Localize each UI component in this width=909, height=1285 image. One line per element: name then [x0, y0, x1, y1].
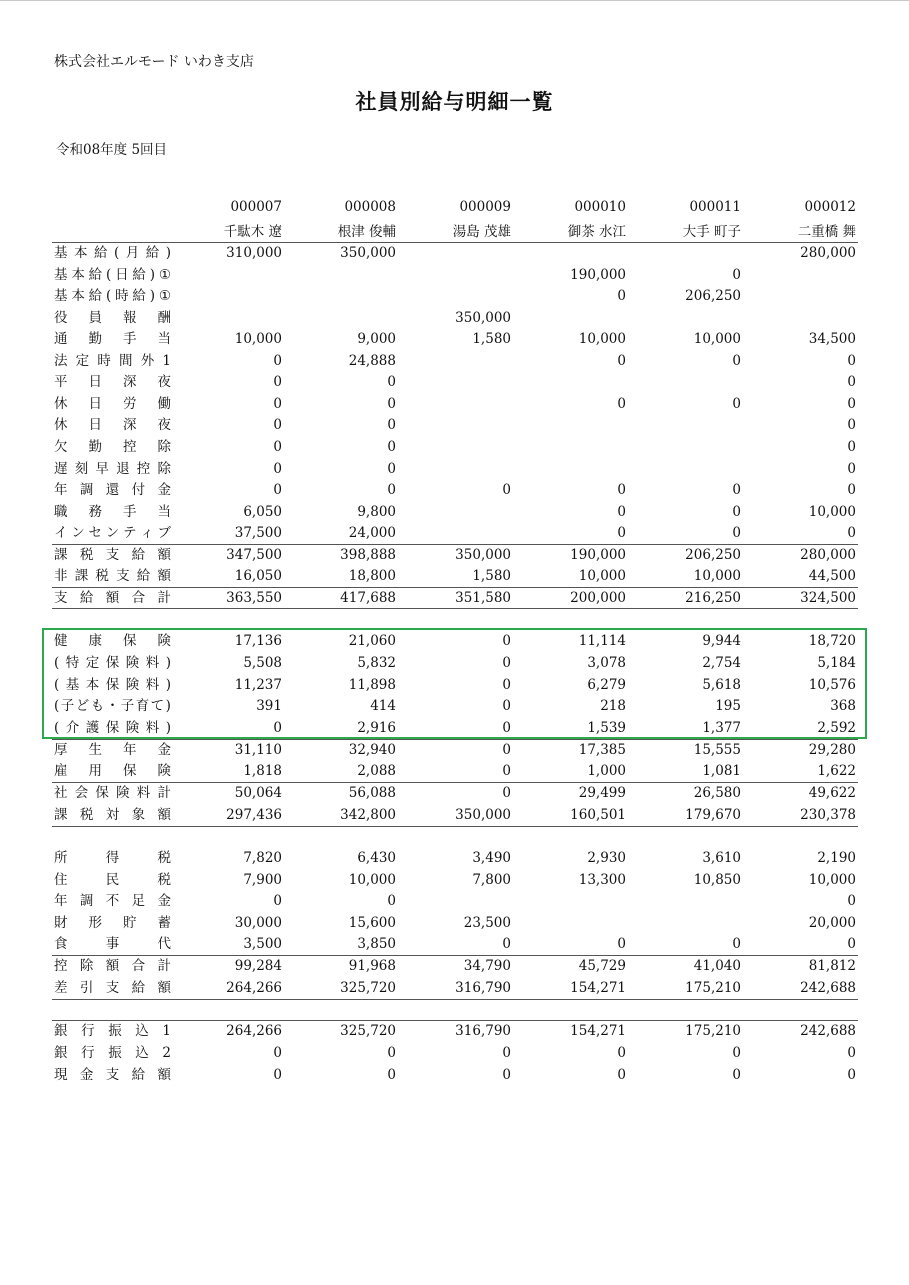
table-cell: 0 — [273, 893, 282, 909]
table-row — [0, 761, 909, 782]
table-cell: 31,110 — [234, 742, 282, 758]
table-cell: 297,436 — [226, 807, 282, 823]
table-cell: 218 — [600, 698, 626, 714]
table-row — [0, 566, 909, 587]
table-cell: 10,000 — [808, 504, 856, 520]
row-label: ( 子 ど も ・ 子 育 て ) — [54, 698, 171, 714]
table-row — [0, 870, 909, 891]
table-cell: 391 — [256, 698, 282, 714]
table-cell: 0 — [273, 439, 282, 455]
table-cell: 10,000 — [693, 331, 741, 347]
table-cell: 7,820 — [243, 850, 282, 866]
table-cell: 154,271 — [570, 1023, 626, 1039]
row-label: 基 本 給 ( 月 給 ) — [54, 245, 171, 261]
employee-code: 000010 — [574, 199, 626, 215]
employee-code: 000008 — [344, 199, 396, 215]
table-cell: 0 — [502, 785, 511, 801]
table-cell: 6,279 — [587, 677, 626, 693]
table-cell: 49,622 — [808, 785, 856, 801]
table-cell: 0 — [617, 504, 626, 520]
table-cell: 216,250 — [685, 590, 741, 606]
table-row — [0, 1065, 909, 1086]
table-cell: 350,000 — [455, 547, 511, 563]
table-cell: 1,818 — [243, 763, 282, 779]
table-cell: 21,060 — [348, 633, 396, 649]
row-label: 基 本 給 ( 時 給 ) ① — [54, 288, 171, 304]
table-cell: 37,500 — [234, 525, 282, 541]
page-title: 社員別給与明細一覧 — [355, 89, 554, 114]
table-cell: 160,501 — [570, 807, 626, 823]
table-cell: 7,900 — [243, 872, 282, 888]
row-label: 平 日 深 夜 — [54, 374, 171, 390]
table-cell: 0 — [732, 353, 741, 369]
table-cell: 0 — [847, 525, 856, 541]
table-cell: 280,000 — [800, 547, 856, 563]
table-cell: 342,800 — [340, 807, 396, 823]
table-cell: 0 — [502, 720, 511, 736]
table-cell: 0 — [273, 482, 282, 498]
table-row — [0, 934, 909, 955]
employee-code: 000009 — [459, 199, 511, 215]
table-cell: 0 — [387, 461, 396, 477]
table-cell: 5,508 — [243, 655, 282, 671]
table-cell: 41,040 — [693, 958, 741, 974]
table-cell: 0 — [502, 698, 511, 714]
table-cell: 0 — [502, 742, 511, 758]
table-row — [0, 459, 909, 480]
table-cell: 0 — [847, 439, 856, 455]
table-cell: 16,050 — [234, 568, 282, 584]
row-label: 遅 刻 早 退 控 除 — [54, 461, 171, 477]
table-row — [0, 286, 909, 307]
row-label: 休 日 深 夜 — [54, 417, 171, 433]
table-cell: 0 — [617, 936, 626, 952]
table-row — [0, 588, 909, 609]
table-cell: 10,000 — [234, 331, 282, 347]
table-cell: 351,580 — [455, 590, 511, 606]
table-cell: 0 — [387, 417, 396, 433]
row-label: 欠 勤 控 除 — [54, 439, 171, 455]
table-cell: 0 — [502, 677, 511, 693]
row-label: 控 除 額 合 計 — [54, 958, 171, 974]
table-cell: 17,385 — [578, 742, 626, 758]
table-cell: 24,000 — [348, 525, 396, 541]
table-cell: 280,000 — [800, 245, 856, 261]
table-cell: 1,000 — [587, 763, 626, 779]
row-label: 基 本 給 ( 日 給 ) ① — [54, 267, 171, 283]
table-cell: 9,000 — [357, 331, 396, 347]
employee-name: 千駄木 遼 — [223, 224, 282, 240]
row-label: ( 介 護 保 険 料 ) — [54, 720, 171, 736]
table-row — [0, 1043, 909, 1064]
table-cell: 363,550 — [226, 590, 282, 606]
employee-name: 湯島 茂雄 — [452, 224, 511, 240]
table-cell: 34,790 — [463, 958, 511, 974]
table-cell: 81,812 — [808, 958, 856, 974]
table-cell: 6,430 — [357, 850, 396, 866]
table-cell: 2,592 — [817, 720, 856, 736]
table-cell: 0 — [617, 525, 626, 541]
row-label: 銀 行 振 込 1 — [54, 1023, 171, 1039]
table-cell: 1,377 — [702, 720, 741, 736]
row-label: 住 民 税 — [54, 872, 171, 888]
row-label: ( 基 本 保 険 料 ) — [54, 677, 171, 693]
table-cell: 2,930 — [587, 850, 626, 866]
table-cell: 0 — [847, 396, 856, 412]
table-row — [0, 805, 909, 826]
table-cell: 34,500 — [808, 331, 856, 347]
row-separator — [52, 826, 858, 827]
table-row — [0, 1021, 909, 1042]
table-cell: 10,000 — [348, 872, 396, 888]
table-cell: 18,720 — [808, 633, 856, 649]
table-cell: 0 — [387, 374, 396, 390]
table-cell: 0 — [273, 374, 282, 390]
employee-code: 000007 — [230, 199, 282, 215]
table-cell: 10,000 — [808, 872, 856, 888]
table-cell: 15,555 — [693, 742, 741, 758]
table-row — [0, 978, 909, 999]
table-cell: 0 — [847, 417, 856, 433]
row-label: イ ン セ ン テ ィ ブ — [54, 525, 171, 541]
row-label: 社 会 保 険 料 計 — [54, 785, 171, 801]
table-cell: 0 — [387, 396, 396, 412]
employee-code: 000011 — [689, 199, 741, 215]
table-row — [0, 372, 909, 393]
employee-name: 根津 俊輔 — [337, 224, 396, 240]
table-cell: 0 — [732, 936, 741, 952]
table-cell: 414 — [370, 698, 396, 714]
table-cell: 0 — [732, 1067, 741, 1083]
table-row — [0, 480, 909, 501]
row-label: 非 課 税 支 給 額 — [54, 568, 171, 584]
table-cell: 3,850 — [357, 936, 396, 952]
row-label: 職 務 手 当 — [54, 504, 171, 520]
employee-name: 大手 町子 — [682, 224, 741, 240]
row-label: 現 金 支 給 額 — [54, 1067, 171, 1083]
table-cell: 0 — [617, 1067, 626, 1083]
table-cell: 0 — [273, 353, 282, 369]
row-label: 支 給 額 合 計 — [54, 590, 171, 606]
row-label: 銀 行 振 込 2 — [54, 1045, 171, 1061]
table-cell: 3,500 — [243, 936, 282, 952]
table-cell: 3,610 — [702, 850, 741, 866]
table-cell: 310,000 — [226, 245, 282, 261]
table-cell: 350,000 — [455, 310, 511, 326]
table-cell: 0 — [273, 461, 282, 477]
table-cell: 175,210 — [685, 980, 741, 996]
table-cell: 0 — [502, 936, 511, 952]
table-cell: 10,000 — [693, 568, 741, 584]
table-cell: 206,250 — [685, 288, 741, 304]
table-cell: 1,622 — [817, 763, 856, 779]
table-cell: 2,088 — [357, 763, 396, 779]
table-cell: 206,250 — [685, 547, 741, 563]
row-label: 役 員 報 酬 — [54, 310, 171, 326]
table-cell: 24,888 — [348, 353, 396, 369]
table-cell: 0 — [847, 482, 856, 498]
table-row — [0, 308, 909, 329]
table-cell: 175,210 — [685, 1023, 741, 1039]
table-cell: 264,266 — [226, 1023, 282, 1039]
row-label: 法 定 時 間 外 1 — [54, 353, 171, 369]
table-cell: 10,850 — [693, 872, 741, 888]
table-cell: 0 — [732, 504, 741, 520]
table-cell: 5,184 — [817, 655, 856, 671]
row-label: 年 調 不 足 金 — [54, 893, 171, 909]
table-cell: 0 — [502, 655, 511, 671]
table-cell: 200,000 — [570, 590, 626, 606]
table-cell: 5,832 — [357, 655, 396, 671]
top-border — [0, 0, 909, 1]
row-label: ( 特 定 保 険 料 ) — [54, 655, 171, 671]
table-cell: 0 — [847, 461, 856, 477]
table-cell: 6,050 — [243, 504, 282, 520]
table-cell: 347,500 — [226, 547, 282, 563]
table-cell: 324,500 — [800, 590, 856, 606]
table-cell: 154,271 — [570, 980, 626, 996]
table-cell: 0 — [502, 1067, 511, 1083]
table-cell: 190,000 — [570, 547, 626, 563]
table-row — [0, 848, 909, 869]
table-cell: 10,000 — [578, 568, 626, 584]
table-cell: 17,136 — [234, 633, 282, 649]
table-cell: 0 — [502, 1045, 511, 1061]
table-cell: 1,580 — [472, 331, 511, 347]
table-cell: 0 — [502, 482, 511, 498]
table-row — [0, 351, 909, 372]
health-insurance-highlight — [42, 628, 867, 739]
table-cell: 0 — [847, 374, 856, 390]
table-cell: 7,800 — [472, 872, 511, 888]
table-row — [0, 913, 909, 934]
row-label: 財 形 貯 蓄 — [54, 915, 171, 931]
table-cell: 10,000 — [578, 331, 626, 347]
table-cell: 13,300 — [578, 872, 626, 888]
table-cell: 0 — [847, 353, 856, 369]
table-cell: 0 — [847, 1067, 856, 1083]
table-cell: 0 — [387, 1067, 396, 1083]
table-cell: 99,284 — [234, 958, 282, 974]
table-cell: 29,499 — [578, 785, 626, 801]
table-cell: 0 — [732, 525, 741, 541]
table-cell: 2,916 — [357, 720, 396, 736]
table-cell: 368 — [830, 698, 856, 714]
table-cell: 15,600 — [348, 915, 396, 931]
table-cell: 325,720 — [340, 980, 396, 996]
table-row — [0, 523, 909, 544]
table-cell: 2,754 — [702, 655, 741, 671]
table-cell: 32,940 — [348, 742, 396, 758]
table-cell: 195 — [715, 698, 741, 714]
table-cell: 0 — [273, 417, 282, 433]
table-cell: 0 — [617, 396, 626, 412]
table-row — [0, 891, 909, 912]
table-cell: 29,280 — [808, 742, 856, 758]
table-cell: 0 — [387, 439, 396, 455]
table-cell: 50,064 — [234, 785, 282, 801]
table-cell: 20,000 — [808, 915, 856, 931]
table-cell: 0 — [273, 1067, 282, 1083]
table-cell: 325,720 — [340, 1023, 396, 1039]
table-cell: 44,500 — [808, 568, 856, 584]
table-cell: 10,576 — [808, 677, 856, 693]
row-separator — [52, 999, 858, 1000]
row-label: 課 税 対 象 額 — [54, 807, 171, 823]
table-cell: 0 — [732, 482, 741, 498]
table-cell: 0 — [387, 1045, 396, 1061]
table-cell: 398,888 — [340, 547, 396, 563]
table-cell: 3,078 — [587, 655, 626, 671]
table-row — [0, 545, 909, 566]
table-cell: 0 — [617, 288, 626, 304]
table-cell: 242,688 — [800, 1023, 856, 1039]
table-cell: 0 — [387, 482, 396, 498]
table-cell: 11,898 — [348, 677, 396, 693]
table-cell: 18,800 — [348, 568, 396, 584]
table-cell: 0 — [847, 936, 856, 952]
table-cell: 0 — [273, 1045, 282, 1061]
table-cell: 242,688 — [800, 980, 856, 996]
table-cell: 26,580 — [693, 785, 741, 801]
table-row — [0, 956, 909, 977]
row-label: 課 税 支 給 額 — [54, 547, 171, 563]
table-cell: 0 — [617, 1045, 626, 1061]
row-label: 通 勤 手 当 — [54, 331, 171, 347]
company-name: 株式会社エルモード いわき支店 — [54, 54, 254, 70]
table-cell: 91,968 — [348, 958, 396, 974]
table-cell: 350,000 — [455, 807, 511, 823]
table-row — [0, 415, 909, 436]
table-cell: 350,000 — [340, 245, 396, 261]
row-label: 年 調 還 付 金 — [54, 482, 171, 498]
table-cell: 30,000 — [234, 915, 282, 931]
table-cell: 0 — [387, 893, 396, 909]
table-row — [0, 502, 909, 523]
table-cell: 179,670 — [685, 807, 741, 823]
table-row — [0, 783, 909, 804]
table-cell: 56,088 — [348, 785, 396, 801]
table-cell: 190,000 — [570, 267, 626, 283]
table-cell: 417,688 — [340, 590, 396, 606]
table-row — [0, 243, 909, 264]
table-cell: 0 — [732, 267, 741, 283]
table-cell: 11,237 — [234, 677, 282, 693]
employee-name: 二重橋 舞 — [797, 224, 856, 240]
row-label: 厚 生 年 金 — [54, 742, 171, 758]
table-cell: 9,800 — [357, 504, 396, 520]
table-row — [0, 740, 909, 761]
table-cell: 45,729 — [578, 958, 626, 974]
table-cell: 0 — [617, 482, 626, 498]
table-cell: 0 — [502, 633, 511, 649]
table-cell: 1,580 — [472, 568, 511, 584]
table-cell: 0 — [847, 1045, 856, 1061]
table-cell: 5,618 — [702, 677, 741, 693]
table-cell: 316,790 — [455, 980, 511, 996]
table-cell: 1,539 — [587, 720, 626, 736]
table-cell: 0 — [502, 763, 511, 779]
table-cell: 11,114 — [578, 633, 626, 649]
period-label: 令和08年度 5回目 — [56, 142, 168, 158]
table-cell: 9,944 — [702, 633, 741, 649]
table-cell: 0 — [273, 396, 282, 412]
table-cell: 0 — [847, 893, 856, 909]
row-label: 健 康 保 険 — [54, 633, 171, 649]
table-cell: 2,190 — [817, 850, 856, 866]
table-cell: 1,081 — [702, 763, 741, 779]
table-row — [0, 394, 909, 415]
table-cell: 0 — [732, 1045, 741, 1061]
table-cell: 3,490 — [472, 850, 511, 866]
table-row — [0, 265, 909, 286]
row-label: 休 日 労 働 — [54, 396, 171, 412]
table-cell: 0 — [273, 720, 282, 736]
row-label: 食 事 代 — [54, 936, 171, 952]
row-label: 所 得 税 — [54, 850, 171, 866]
table-cell: 264,266 — [226, 980, 282, 996]
table-cell: 0 — [732, 396, 741, 412]
table-cell: 316,790 — [455, 1023, 511, 1039]
table-cell: 230,378 — [800, 807, 856, 823]
employee-code: 000012 — [804, 199, 856, 215]
employee-name: 御茶 水江 — [567, 224, 626, 240]
table-row — [0, 437, 909, 458]
table-row — [0, 329, 909, 350]
row-label: 差 引 支 給 額 — [54, 980, 171, 996]
table-cell: 23,500 — [463, 915, 511, 931]
table-cell: 0 — [617, 353, 626, 369]
row-label: 雇 用 保 険 — [54, 763, 171, 779]
